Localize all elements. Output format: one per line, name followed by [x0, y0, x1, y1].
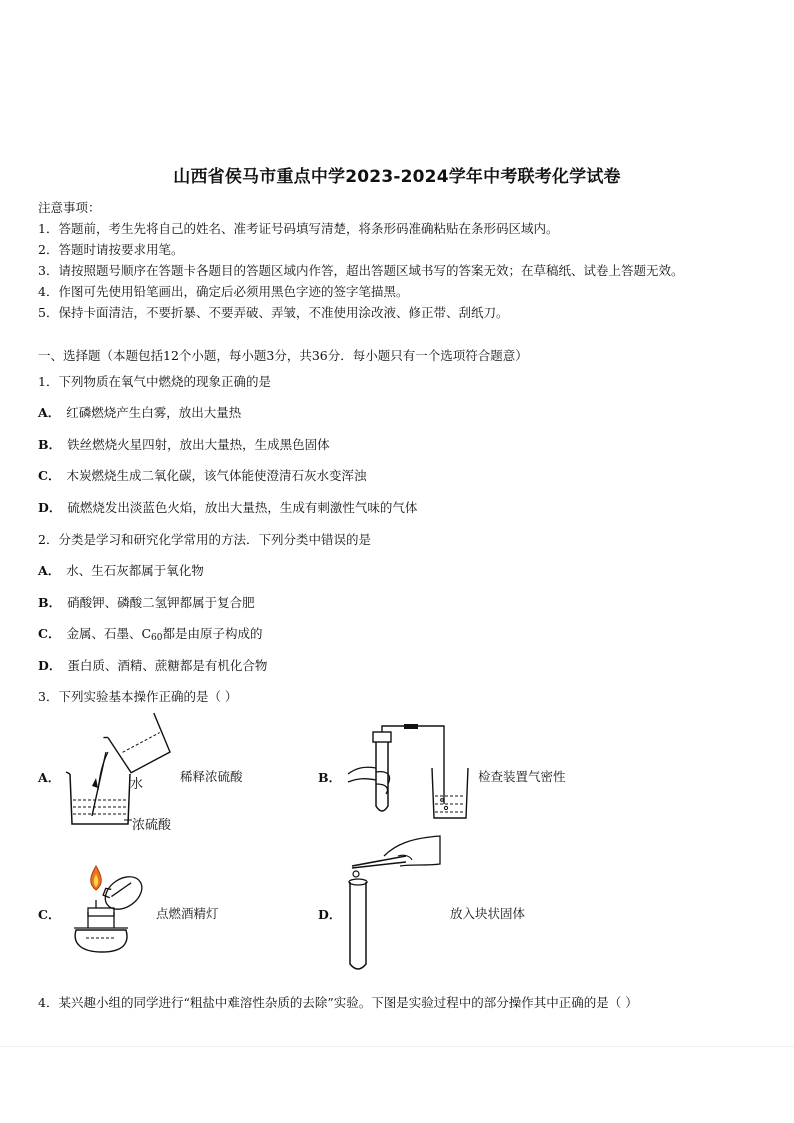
footer-divider — [0, 1046, 794, 1047]
option-letter: A． — [38, 405, 61, 420]
option-letter: D． — [38, 500, 62, 515]
label-concentrated-acid: 浓硫酸 — [132, 818, 172, 833]
label-water: 水 — [130, 777, 144, 792]
question-1-stem: 1．下列物质在氧气中燃烧的现象正确的是 — [38, 374, 271, 389]
option-letter: B． — [38, 595, 62, 610]
option-text: 蛋白质、酒精、蔗糖都是有机化合物 — [67, 658, 268, 673]
question-2-stem: 2．分类是学习和研究化学常用的方法．下列分类中错误的是 — [38, 532, 371, 547]
option-text: 硝酸钾、磷酸二氢钾都属于复合肥 — [67, 595, 255, 610]
figure-c-letter: C． — [38, 907, 61, 922]
q2-option-a — [38, 563, 204, 579]
notice-item: 3．请按照题号顺序在答题卡各题目的答题区域内作答，超出答题区域书写的答案无效；在草稿纸、试卷上答题无效。 — [38, 263, 684, 278]
figure-a-caption: 稀释浓硫酸 — [180, 769, 243, 784]
option-text: 金属、石墨、C — [66, 626, 152, 641]
option-letter: B． — [38, 437, 62, 452]
question-4-stem: 4．某兴趣小组的同学进行“粗盐中难溶性杂质的去除”实验。下图是实验过程中的部分操作其中正确的是（ ） — [38, 995, 638, 1010]
option-letter: C． — [38, 626, 61, 641]
option-text: 都是由原子构成的 — [162, 626, 263, 641]
figure-d-tweezers-diagram — [340, 834, 444, 972]
figure-b-letter: B． — [318, 770, 342, 785]
notice-heading: 注意事项： — [38, 200, 101, 215]
q1-option-c — [38, 468, 366, 484]
page-title: 山西省侯马市重点中学2023-2024学年中考联考化学试卷 — [173, 167, 621, 187]
notice-item: 4．作图可先使用铅笔画出，确定后必须用黑色字迹的签字笔描黑。 — [38, 284, 409, 299]
figure-b-airtightness-diagram — [342, 724, 474, 820]
figure-a-letter: A． — [38, 770, 61, 785]
option-letter: D． — [38, 658, 62, 673]
figure-c-caption: 点燃酒精灯 — [156, 906, 219, 921]
figure-d-letter: D． — [318, 907, 342, 922]
figure-c-alcohol-lamp-diagram — [62, 862, 156, 954]
q2-option-c — [38, 626, 263, 646]
q2-option-d — [38, 658, 267, 674]
option-letter: A． — [38, 563, 61, 578]
q1-option-b — [38, 437, 330, 453]
notice-item: 5．保持卡面清洁，不要折暴、不要弄破、弄皱，不准使用涂改液、修正带、刮纸刀。 — [38, 305, 509, 320]
q2-option-b — [38, 595, 255, 611]
question-3-stem: 3．下列实验基本操作正确的是（ ） — [38, 689, 238, 704]
option-text: 铁丝燃烧火星四射，放出大量热，生成黑色固体 — [67, 437, 330, 452]
option-text: 水、生石灰都属于氧化物 — [66, 563, 204, 578]
figure-d-caption: 放入块状固体 — [450, 906, 526, 921]
option-text: 木炭燃烧生成二氧化碳，该气体能使澄清石灰水变浑浊 — [66, 468, 367, 483]
option-text: 红磷燃烧产生白雾，放出大量热 — [66, 405, 242, 420]
option-letter: C． — [38, 468, 61, 483]
option-text: 硫燃烧发出淡蓝色火焰，放出大量热，生成有刺激性气味的气体 — [67, 500, 418, 515]
section-heading: 一、选择题（本题包括12个小题，每小题3分，共36分．每小题只有一个选项符合题意） — [38, 348, 528, 363]
subscript: 60 — [151, 633, 163, 643]
q1-option-d — [38, 500, 417, 516]
notice-item: 1．答题前，考生先将自己的姓名、准考证号码填写清楚，将条形码准确粘贴在条形码区域内。 — [38, 221, 559, 236]
figure-b-caption: 检查装置气密性 — [478, 769, 566, 784]
notice-item: 2．答题时请按要求用笔。 — [38, 242, 184, 257]
q1-option-a — [38, 405, 241, 421]
